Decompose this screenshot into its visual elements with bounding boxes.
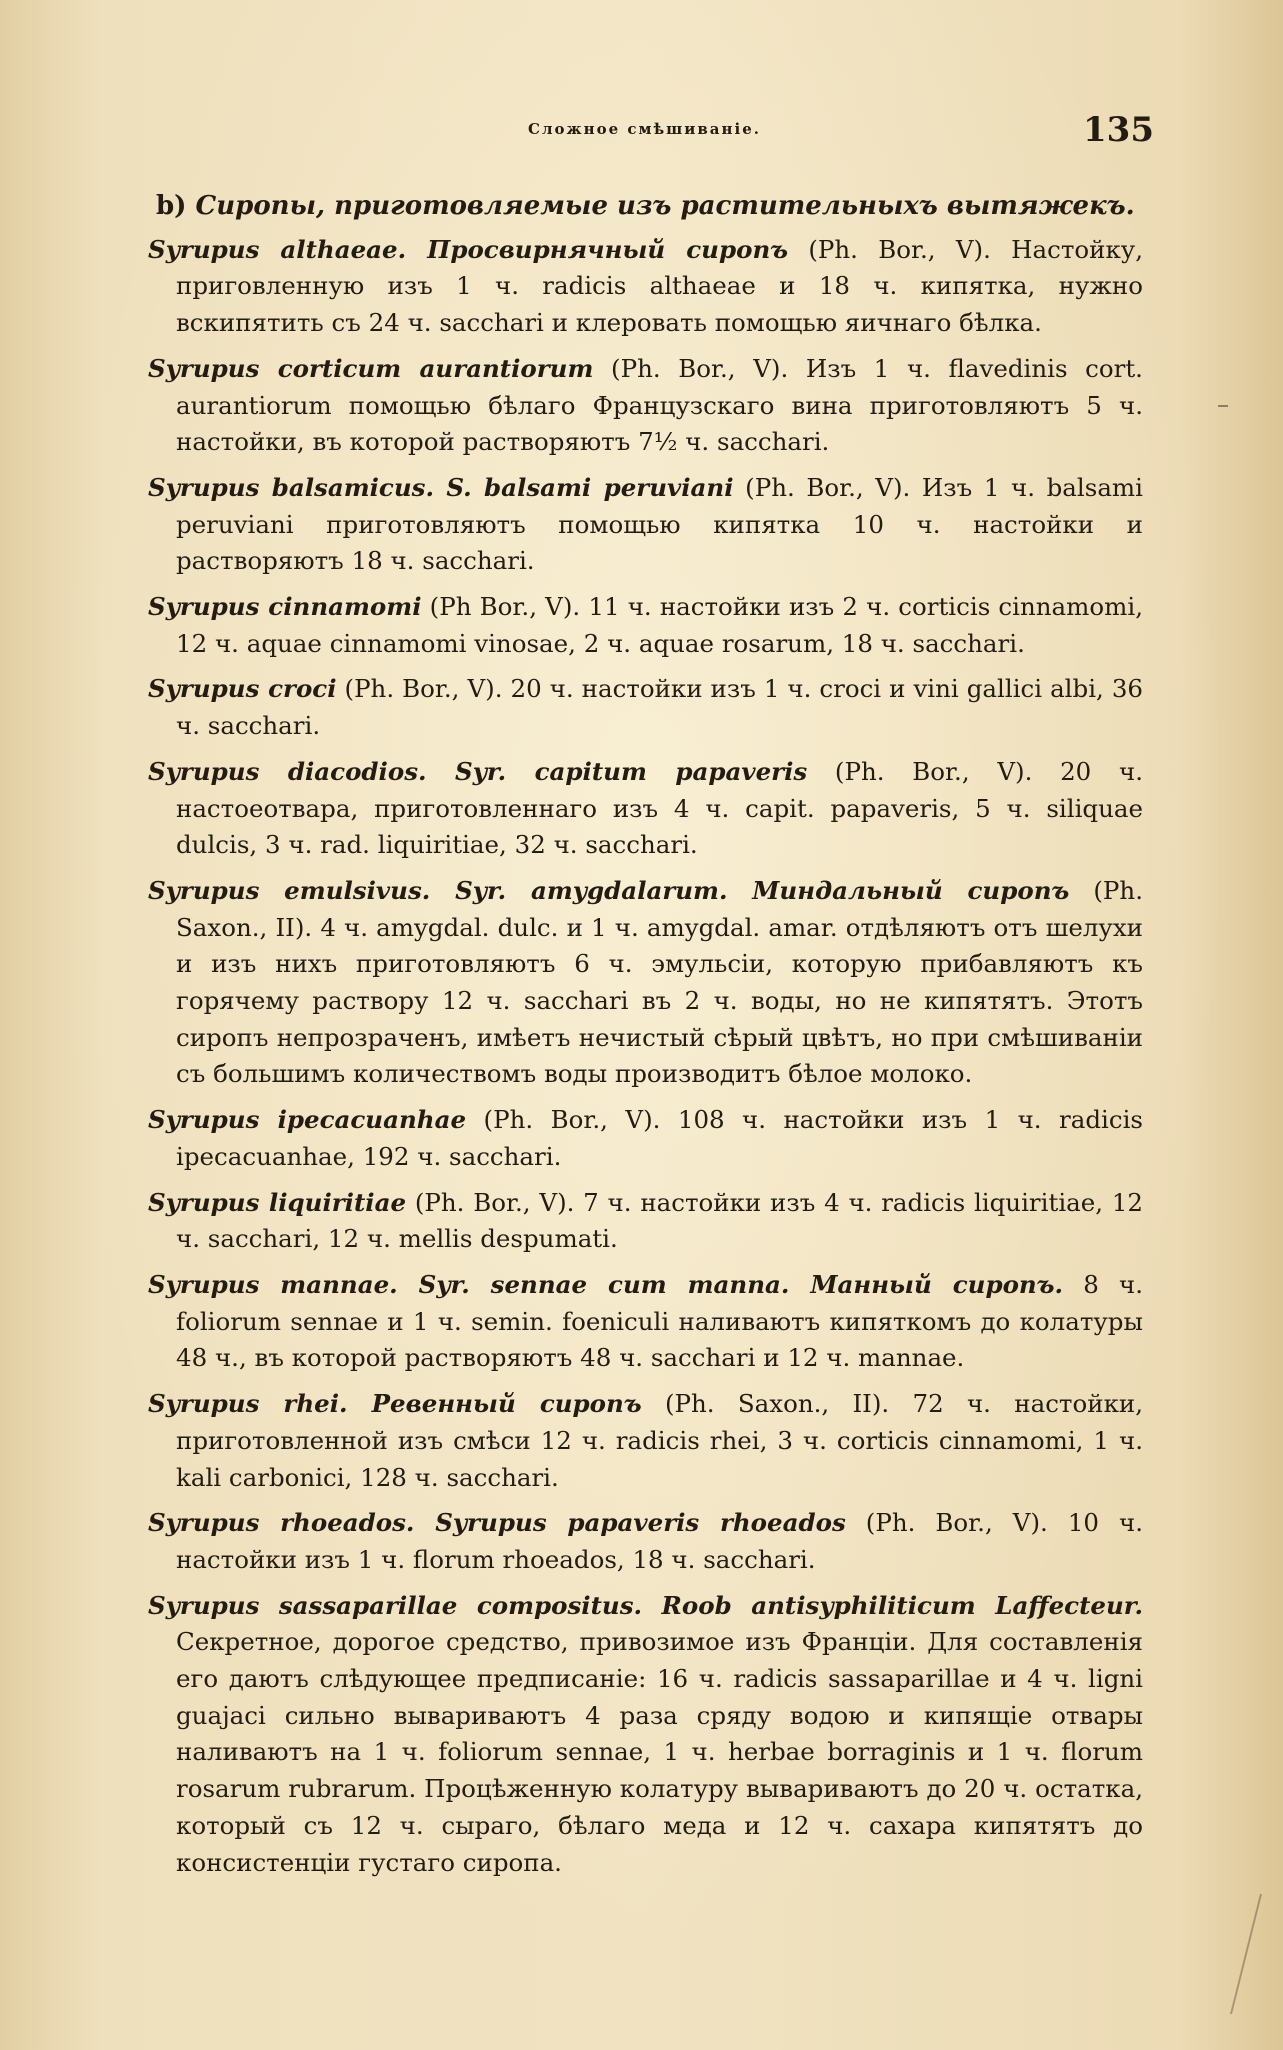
entry-text: (Ph. Bor., V). 20 ч. настойки изъ 1 ч. croci и vini gallici albi, 36 ч. sacchari. bbox=[176, 674, 1143, 741]
entry-term: Syrupus sassaparillae compositus. Roob antisyphiliticum Laffecteur. bbox=[148, 1590, 1143, 1620]
section-letter: b) bbox=[156, 191, 187, 221]
entry-text: (Ph. Bor., V). 7 ч. настойки изъ 4 ч. radicis liquiritiae, 12 ч. sacchari, 12 ч. mellis despumati. bbox=[176, 1187, 1143, 1254]
entry-syrupus-sassaparillae bbox=[148, 1588, 1143, 1882]
entry-syrupus-ipecacuanhae bbox=[148, 1102, 1143, 1175]
entry-term: Syrupus rhoeados. Syrupus papaveris rhoeados bbox=[148, 1508, 846, 1538]
page-corner-mark bbox=[1212, 1894, 1262, 2014]
entry-term: Syrupus balsamicus. S. balsami peruviani bbox=[148, 472, 734, 502]
entry-syrupus-liquiritiae bbox=[148, 1185, 1143, 1258]
entry-text: (Ph. Bor., V). Изъ 1 ч. flavedinis cort. aurantiorum помощью бѣлаго Французскаго вина приготовляютъ 5 ч. настойки, въ которой растворяютъ 7½ ч. sacchari. bbox=[176, 353, 1143, 457]
entry-text: (Ph. Bor., V). 108 ч. настойки изъ 1 ч. radicis ipecacuanhae, 192 ч. sacchari. bbox=[176, 1105, 1143, 1171]
running-head: Сложное смѣшиваніе. bbox=[528, 120, 761, 138]
entry-term: Syrupus corticum aurantiorum bbox=[148, 353, 594, 383]
entry-syrupus-emulsivus bbox=[148, 873, 1143, 1093]
entry-text: (Ph. Saxon., II). 72 ч. настойки, приготовленной изъ смѣси 12 ч. radicis rhei, 3 ч. corticis cinnamomi, 1 ч. kali carbonici, 128 ч. sacchari. bbox=[176, 1389, 1143, 1492]
page-number: 135 bbox=[1083, 110, 1154, 150]
entry-term: Syrupus liquiritiae bbox=[148, 1187, 407, 1217]
entry-syrupus-cinnamomi bbox=[148, 589, 1143, 662]
entry-text: (Ph. Saxon., II). 4 ч. amygdal. dulc. и 1 ч. amygdal. amar. отдѣляютъ отъ шелухи и изъ нихъ приготовляютъ 6 ч. эмульсіи, которую прибавляютъ къ горячему раствору 12 ч. sacchari въ 2 ч. воды, но не кипятятъ. Этотъ сиропъ непрозраченъ, имѣетъ нечистый сѣрый цвѣтъ, но при смѣшиваніи съ большимъ количествомъ воды производитъ бѣлое молоко. bbox=[176, 875, 1143, 1089]
entry-text: (Ph Bor., V). 11 ч. настойки изъ 2 ч. corticis cinnamomi, 12 ч. aquae cinnamomi vinosae, 2 ч. aquae rosarum, 18 ч. sacchari. bbox=[176, 592, 1143, 658]
entry-text: (Ph. Bor., V). Настойку, приговленную изъ 1 ч. radicis althaeae и 18 ч. кипятка, нужно вскипятить съ 24 ч. sacchari и клеровать помощью яичнаго бѣлка. bbox=[176, 234, 1144, 338]
margin-mark bbox=[1218, 405, 1228, 407]
entry-syrupus-rhoeados bbox=[148, 1505, 1143, 1578]
entry-syrupus-balsamicus bbox=[148, 470, 1143, 580]
page-body bbox=[148, 188, 1143, 1890]
entry-term: Syrupus mannae. Syr. sennae cum manna. Манный сиропъ. bbox=[148, 1269, 1064, 1299]
entry-text: (Ph. Bor., V). Изъ 1 ч. balsami peruviani приготовляютъ помощью кипятка 10 ч. настойки и растворяютъ 18 ч. sacchari. bbox=[176, 472, 1143, 576]
entry-term: Syrupus emulsivus. Syr. amygdalarum. Миндальный сиропъ bbox=[148, 875, 1070, 905]
section-heading bbox=[156, 188, 1143, 225]
entry-syrupus-mannae bbox=[148, 1267, 1143, 1377]
entry-syrupus-rhei bbox=[148, 1386, 1143, 1496]
entry-text: (Ph. Bor., V). 10 ч. настойки изъ 1 ч. florum rhoeados, 18 ч. sacchari. bbox=[176, 1508, 1144, 1574]
entry-term: Syrupus croci bbox=[148, 674, 337, 704]
section-title: Сиропы, приготовляемые изъ растительныхъ вытяжекъ. bbox=[195, 191, 1135, 221]
entry-syrupus-diacodios bbox=[148, 754, 1143, 864]
entry-term: Syrupus althaeae. Просвирнячный сиропъ bbox=[148, 234, 789, 264]
entry-text: 8 ч. foliorum sennae и 1 ч. semin. foeniculi наливаютъ кипяткомъ до колатуры 48 ч., въ которой растворяютъ 48 ч. sacchari и 12 ч. mannae. bbox=[176, 1269, 1143, 1373]
entry-term: Syrupus rhei. Ревенный сиропъ bbox=[148, 1389, 642, 1419]
entry-text: Секретное, дорогое средство, привозимое изъ Франціи. Для составленія его даютъ слѣдующее предписаніе: 16 ч. radicis sassaparillae и 4 ч. ligni guajaci сильно вывариваютъ 4 раза сряду водою и кипящіе отвары наливаютъ на 1 ч. foliorum sennae, 1 ч. herbae borraginis и 1 ч. florum rosarum rubrarum. Процѣженную колатуру вывариваютъ до 20 ч. остатка, который съ 12 ч. сыраго, бѣлаго меда и 12 ч. сахара кипятятъ до консистенціи густаго сиропа. bbox=[176, 1627, 1143, 1877]
entry-syrupus-croci bbox=[148, 671, 1143, 744]
entry-term: Syrupus cinnamomi bbox=[148, 592, 422, 622]
entry-syrupus-corticum-aurantiorum bbox=[148, 351, 1143, 461]
entry-term: Syrupus diacodios. Syr. capitum papaveris bbox=[148, 756, 808, 786]
entry-text: (Ph. Bor., V). 20 ч. настоеотвара, приготовленнаго изъ 4 ч. capit. papaveris, 5 ч. siliquae dulcis, 3 ч. rad. liquiritiae, 32 ч. sacchari. bbox=[176, 756, 1143, 860]
entry-term: Syrupus ipecacuanhae bbox=[148, 1105, 467, 1135]
entry-syrupus-althaeae bbox=[148, 232, 1143, 342]
